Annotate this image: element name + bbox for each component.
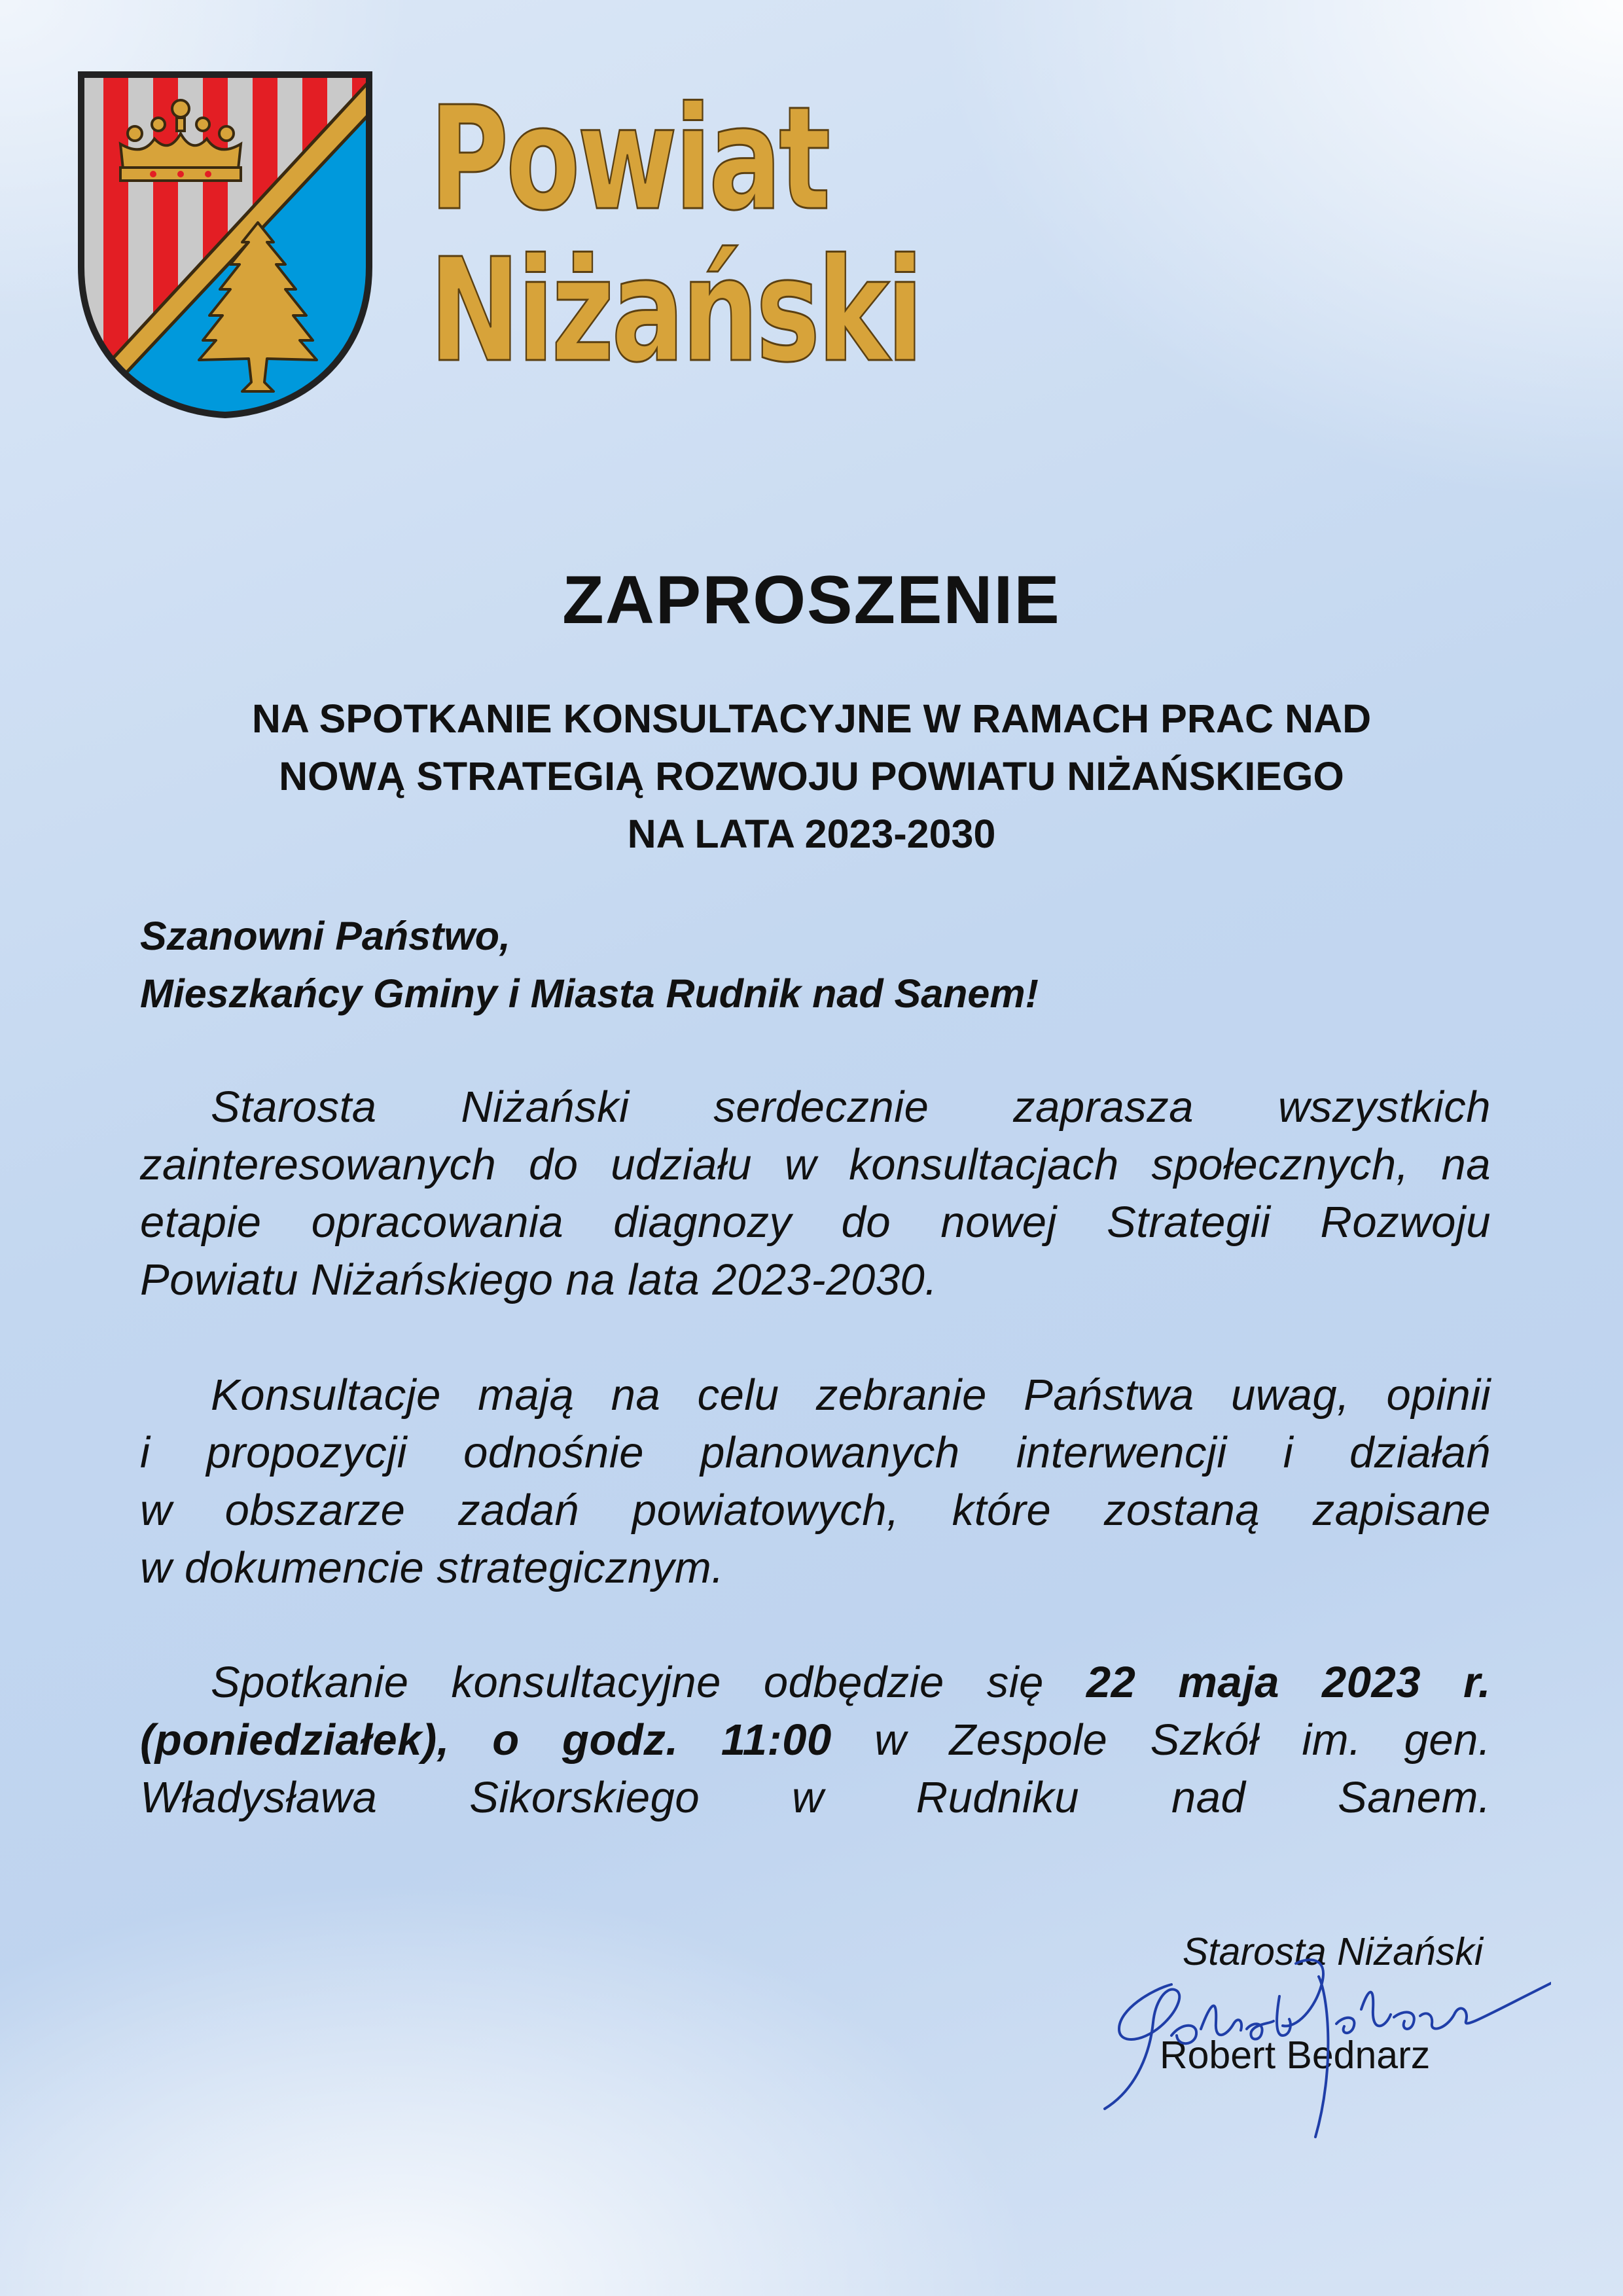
paragraph-line: etapie opracowania diagnozy do nowej Strategii Rozwoju [140, 1198, 1491, 1247]
subtitle-line: NA LATA 2023-2030 [627, 812, 996, 856]
handwritten-signature-icon [1093, 1937, 1551, 2147]
page-title: ZAPROSZENIE [562, 562, 1061, 638]
meeting-intro-text: Spotkanie konsultacyjne odbędzie się [211, 1658, 1086, 1707]
paragraph-purpose [140, 1367, 1491, 1597]
greeting-line-1: Szanowni Państwo, [140, 914, 511, 958]
paragraph-line [140, 1712, 1491, 1769]
paragraph-line: w obszarze zadań powiatowych, które zostaną zapisane [140, 1486, 1491, 1535]
signature-title: Starosta Niżański [1182, 1930, 1483, 1973]
logo-line-2: Niżański [429, 228, 921, 394]
subtitle-line: NOWĄ STRATEGIĄ ROZWOJU POWIATU NIŻAŃSKIEGO [279, 754, 1344, 798]
subtitle [131, 690, 1492, 863]
signature-name: Robert Bednarz [1160, 2034, 1431, 2077]
meeting-day-time: (poniedziałek), o godz. 11:00 [140, 1715, 832, 1765]
paragraph-line: i propozycji odnośnie planowanych interwencji i działań [140, 1428, 1491, 1477]
paragraph-line [140, 1654, 1491, 1712]
greeting [140, 907, 1039, 1022]
paragraph-invitation [140, 1079, 1491, 1309]
paragraph-line: Powiatu Niżańskiego na lata 2023-2030. [140, 1255, 938, 1304]
paragraph-line: Konsultacje mają na celu zebranie Państwa uwag, opinii [211, 1371, 1491, 1420]
coat-of-arms-icon [77, 71, 373, 419]
paragraph-line: Starosta Niżański serdecznie zaprasza wszystkich [211, 1083, 1491, 1132]
paragraph-line: Władysława Sikorskiego w Rudniku nad Sanem. [140, 1773, 1491, 1822]
paragraph-line: w dokumencie strategicznym. [140, 1543, 724, 1592]
paragraph-line: zainteresowanych do udziału w konsultacjach społecznych, na [140, 1140, 1491, 1189]
subtitle-line: NA SPOTKANIE KONSULTACYJNE W RAMACH PRAC NAD [251, 696, 1372, 741]
meeting-place-text: w Zespole Szkół im. gen. [831, 1715, 1491, 1765]
logo-wordmark [429, 77, 921, 394]
greeting-line-2: Mieszkańcy Gminy i Miasta Rudnik nad Sanem! [140, 971, 1039, 1016]
meeting-date: 22 maja 2023 r. [1086, 1658, 1491, 1707]
paragraph-meeting-details [140, 1654, 1491, 1827]
logo-line-1: Powiat [429, 77, 828, 242]
